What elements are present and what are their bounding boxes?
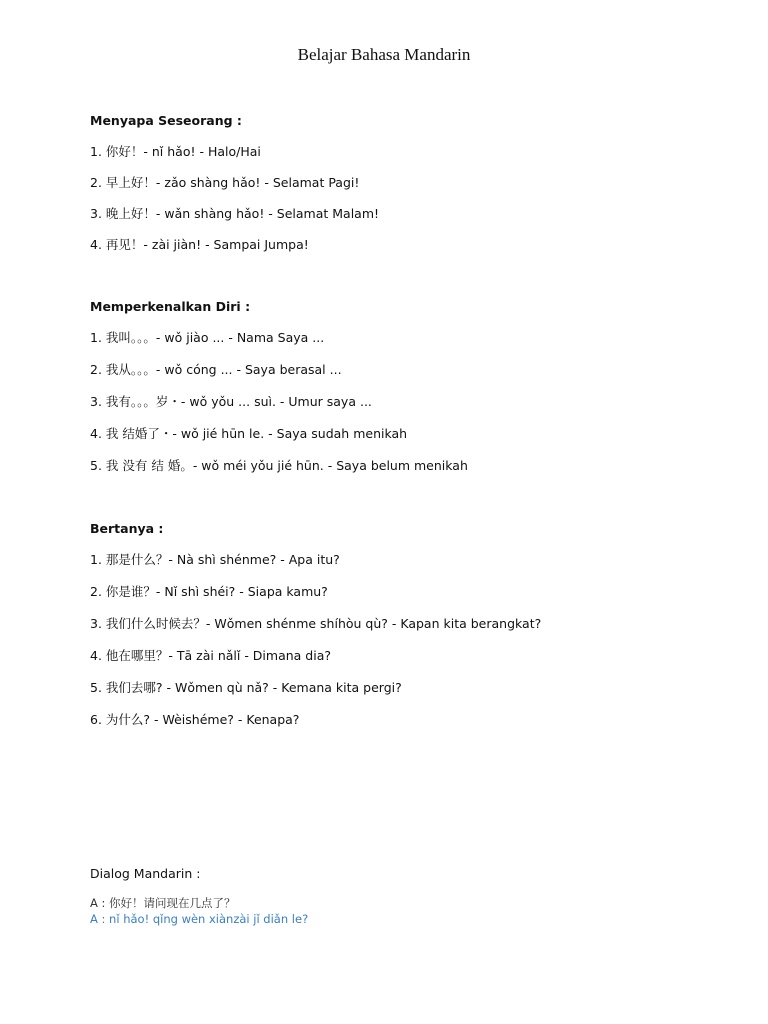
- list-item: 5. 我 没有 结 婚。- wǒ méi yǒu jié hūn. - Saya belum menikah: [90, 458, 468, 473]
- section-heading: Dialog Mandarin :: [90, 866, 201, 881]
- section-dialog-mandarin: [90, 865, 730, 927]
- list-item: 3. 我有。。。岁・- wǒ yǒu ... suì. - Umur saya ...: [90, 394, 372, 409]
- section-heading: Bertanya :: [90, 521, 164, 536]
- dialog-line-hanzi: A : 你好！请问现在几点了？: [90, 896, 236, 910]
- list-item: 5. 我们去哪? - Wǒmen qù nǎ? - Kemana kita pergi?: [90, 680, 402, 695]
- list-item: 1. 那是什么？- Nà shì shénme? - Apa itu?: [90, 552, 340, 567]
- section-menyapa: [90, 112, 730, 267]
- list-item: 4. 再见！- zài jiàn! - Sampai Jumpa!: [90, 237, 309, 252]
- list-item: 1. 你好！- nǐ hǎo! - Halo/Hai: [90, 144, 261, 159]
- section-memperkenalkan-diri: [90, 298, 730, 489]
- dialog-line-pinyin: A : nǐ hǎo! qǐng wèn xiànzài jǐ diǎn le?: [90, 912, 309, 926]
- section-bertanya: [90, 520, 730, 743]
- document-title: Belajar Bahasa Mandarin: [297, 45, 471, 64]
- list-item: 3. 我们什么时候去？- Wǒmen shénme shíhòu qù? - Kapan kita berangkat?: [90, 616, 542, 631]
- section-heading: Menyapa Seseorang :: [90, 113, 242, 128]
- list-item: 3. 晚上好！- wǎn shàng hǎo! - Selamat Malam!: [90, 206, 380, 221]
- list-item: 4. 他在哪里？- Tā zài nǎlǐ - Dimana dia?: [90, 648, 331, 663]
- list-item: 1. 我叫。。。- wǒ jiào ... - Nama Saya ...: [90, 330, 325, 345]
- list-item: 2. 你是谁？- Nǐ shì shéi? - Siapa kamu?: [90, 584, 328, 599]
- list-item: 2. 早上好！- zǎo shàng hǎo! - Selamat Pagi!: [90, 175, 360, 190]
- list-item: 4. 我 结婚了・- wǒ jié hūn le. - Saya sudah menikah: [90, 426, 408, 441]
- section-heading: Memperkenalkan Diri :: [90, 299, 251, 314]
- list-item: 2. 我从。。。- wǒ cóng ... - Saya berasal ...: [90, 362, 342, 377]
- list-item: 6. 为什么? - Wèishéme? - Kenapa?: [90, 712, 300, 727]
